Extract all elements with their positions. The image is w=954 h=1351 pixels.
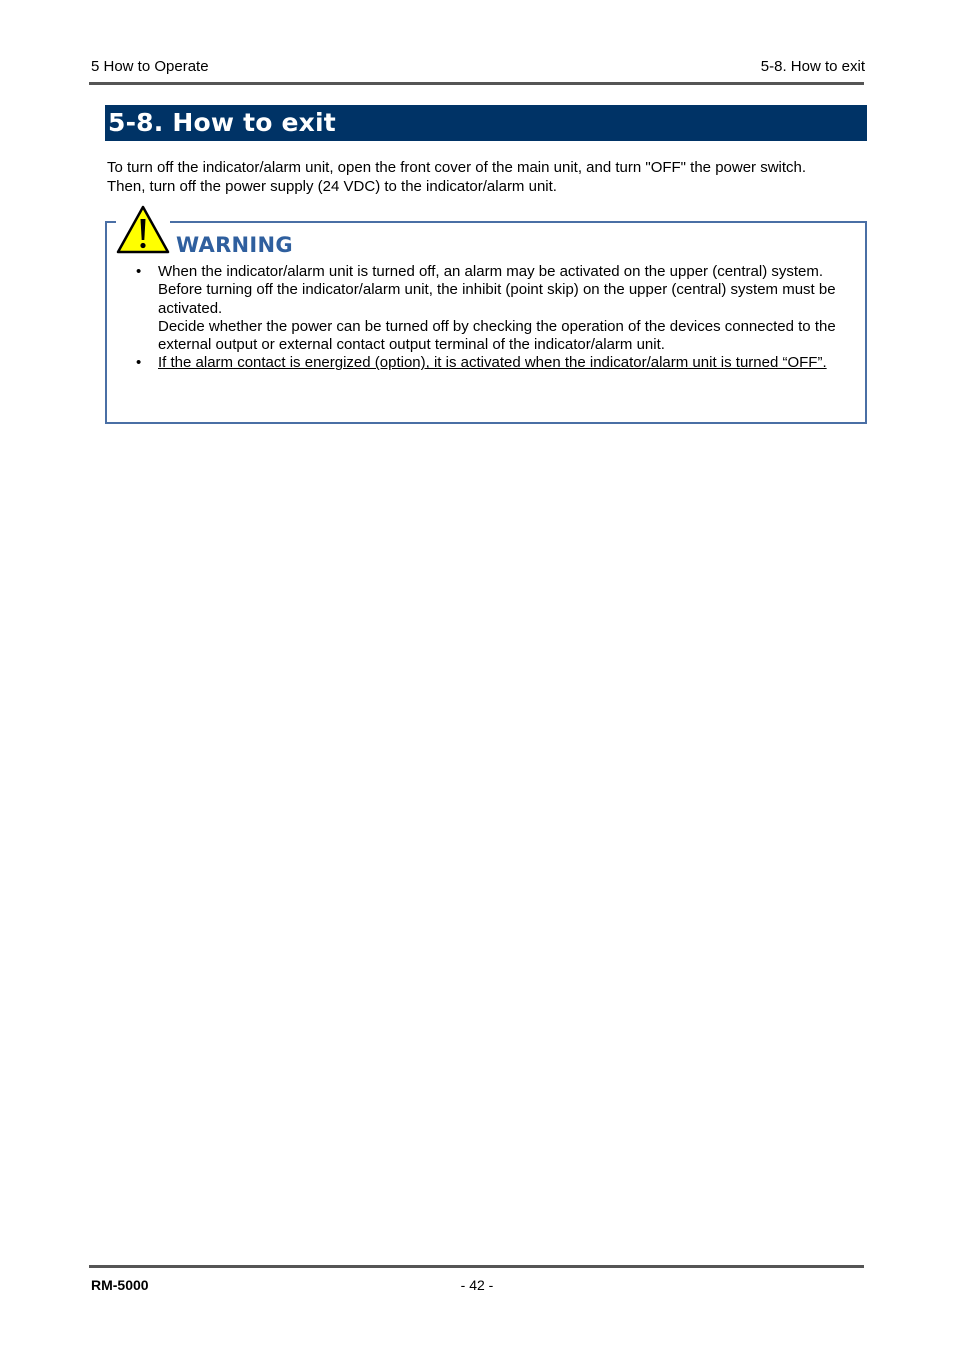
warning-item bbox=[136, 354, 836, 372]
footer-divider bbox=[89, 1265, 864, 1268]
bullet-marker: • bbox=[136, 354, 142, 372]
warning-item-1-text-3: Decide whether the power can be turned off by checking the operation of the devices connected to the external output or external contact output terminal of the indicator/alarm unit. bbox=[158, 317, 836, 354]
warning-item bbox=[136, 263, 836, 354]
intro-line-2: Then, turn off the power supply (24 VDC) to the indicator/alarm unit. bbox=[107, 178, 557, 195]
warning-item-1-text-2: Before turning off the indicator/alarm unit, the inhibit (point skip) on the upper (central) system must be activated. bbox=[158, 281, 836, 317]
intro-line-1: To turn off the indicator/alarm unit, open the front cover of the main unit, and turn "OFF" the power switch. bbox=[107, 159, 807, 176]
warning-list bbox=[136, 263, 836, 373]
warning-item-1-text-1: When the indicator/alarm unit is turned off, an alarm may be activated on the upper (central) system. bbox=[158, 263, 824, 280]
bullet-marker: • bbox=[136, 263, 142, 280]
section-title: 5-8. How to exit bbox=[108, 108, 336, 137]
warning-label: WARNING bbox=[176, 233, 293, 257]
footer-page-number: - 42 - bbox=[460, 1277, 494, 1293]
running-header-chapter: 5 How to Operate bbox=[91, 58, 209, 75]
header-divider bbox=[89, 82, 864, 85]
footer-model: RM-5000 bbox=[91, 1277, 149, 1293]
intro-paragraph bbox=[107, 158, 867, 196]
warning-triangle-icon bbox=[116, 205, 170, 255]
warning-item-2-text: If the alarm contact is energized (option), it is activated when the indicator/alarm unit is turned “OFF”. bbox=[158, 354, 827, 372]
section-title-bar bbox=[105, 105, 867, 141]
running-header-section: 5-8. How to exit bbox=[760, 58, 865, 75]
